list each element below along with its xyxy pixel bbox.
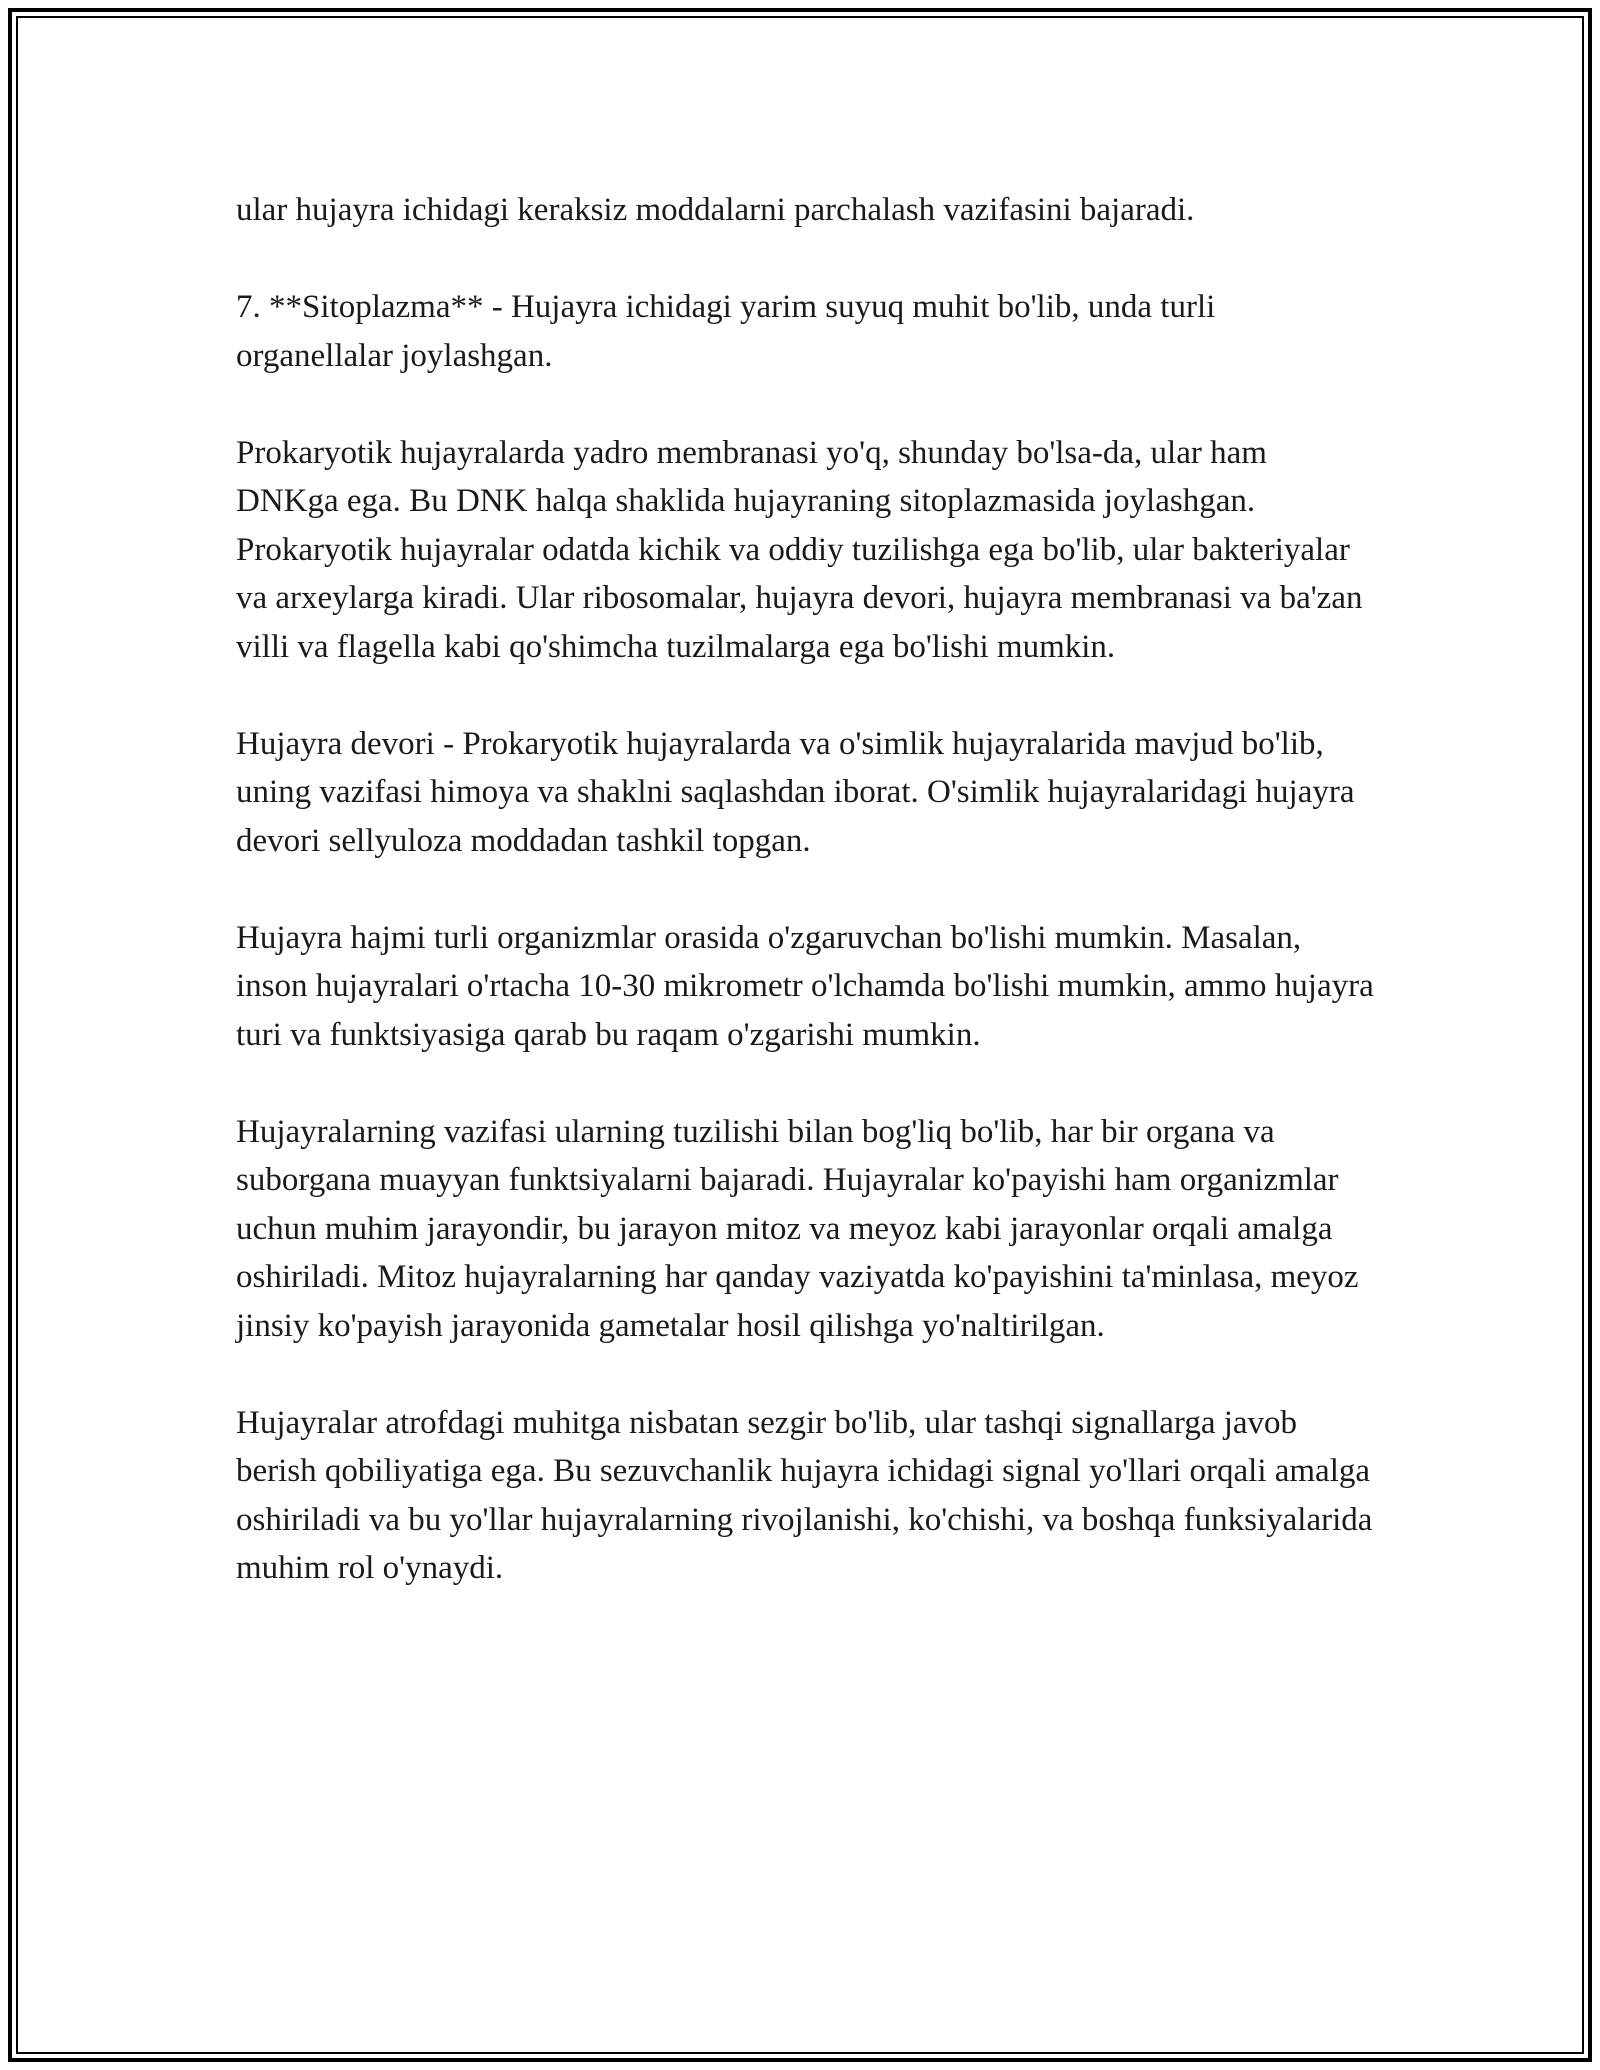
document-body	[236, 186, 1376, 1641]
paragraph-cell-signaling: Hujayralar atrofdagi muhitga nisbatan sezgir bo'lib, ular tashqi signallarga javob berish qobiliyatiga ega. Bu sezuvchanlik hujayra ichidagi signal yo'llari orqali amalga oshiriladi va bu yo'llar hujayralarning rivojlanishi, ko'chishi, va boshqa funksiyalarida muhim rol o'ynaydi.	[236, 1404, 1373, 1586]
paragraph-cell-wall: Hujayra devori - Prokaryotik hujayralarda va o'simlik hujayralarida mavjud bo'lib, uning vazifasi himoya va shaklni saqlashdan iborat. O'simlik hujayralaridagi hujayra devori sellyuloza moddadan tashkil topgan.	[236, 725, 1355, 859]
paragraph-lysosome-continuation: ular hujayra ichidagi keraksiz moddalarni parchalash vazifasini bajaradi.	[236, 192, 1195, 228]
paragraph-cell-size: Hujayra hajmi turli organizmlar orasida o'zgaruvchan bo'lishi mumkin. Masalan, inson hujayralari o'rtacha 10-30 mikrometr o'lchamda bo'lishi mumkin, ammo hujayra turi va funktsiyasiga qarab bu raqam o'zgarishi mumkin.	[236, 919, 1374, 1053]
paragraph-prokaryotic-cells: Prokaryotik hujayralarda yadro membranasi yo'q, shunday bo'lsa-da, ular ham DNKga ega. Bu DNK halqa shaklida hujayraning sitoplazmasida joylashgan. Prokaryotik hujayralar odatda kichik va oddiy tuzilishga ega bo'lib, ular bakteriyalar va arxeylarga kiradi. Ular ribosomalar, hujayra devori, hujayra membranasi va ba'zan villi va flagella kabi qo'shimcha tuzilmalarga ega bo'lishi mumkin.	[236, 434, 1363, 665]
paragraph-cell-function: Hujayralarning vazifasi ularning tuzilishi bilan bog'liq bo'lib, har bir organa va suborgana muayyan funktsiyalarni bajaradi. Hujayralar ko'payishi ham organizmlar uchun muhim jarayondir, bu jarayon mitoz va meyoz kabi jarayonlar orqali amalga oshiriladi. Mitoz hujayralarning har qanday vaziyatda ko'payishini ta'minlasa, meyoz jinsiy ko'payish jarayonida gametalar hosil qilishga yo'naltirilgan.	[236, 1113, 1359, 1344]
paragraph-cytoplasm: 7. **Sitoplazma** - Hujayra ichidagi yarim suyuq muhit bo'lib, unda turli organellalar joylashgan.	[236, 289, 1216, 374]
